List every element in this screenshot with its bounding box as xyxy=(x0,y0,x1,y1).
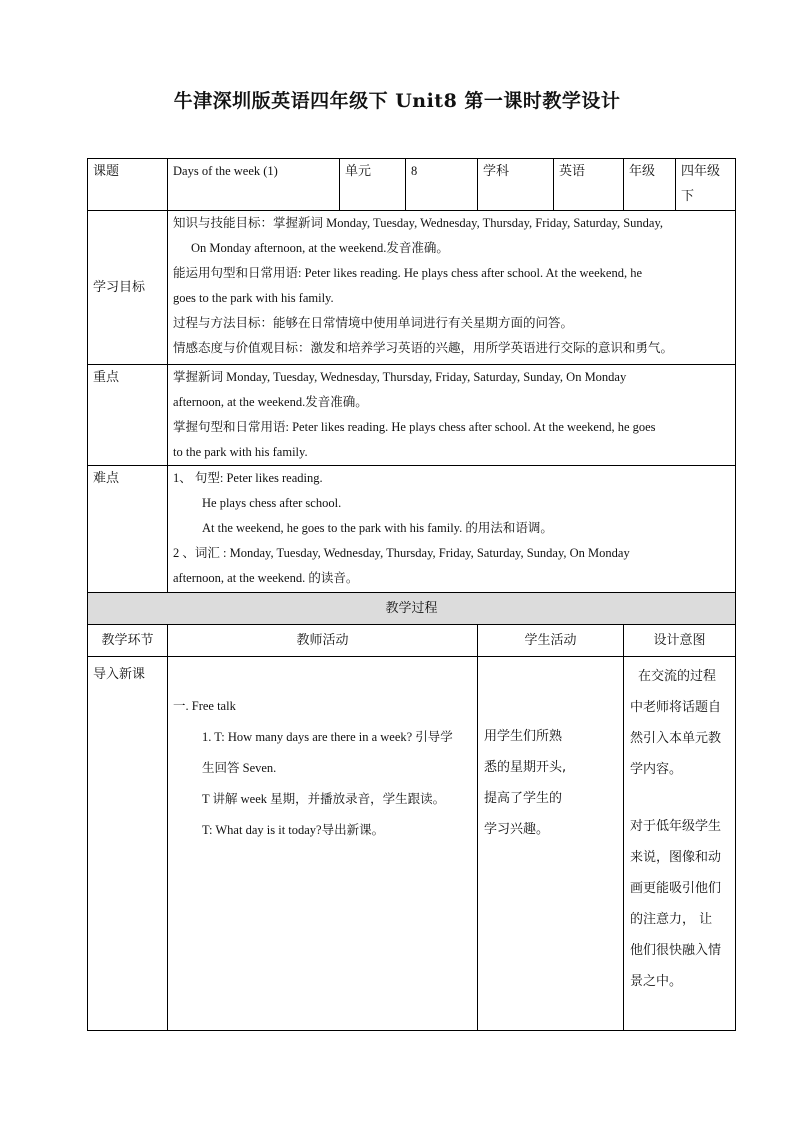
student-line: 用学生们所熟 xyxy=(484,729,563,744)
difficulties-line: He plays chess after school. xyxy=(202,496,342,510)
objectives-row xyxy=(88,211,736,365)
objectives-label: 学习目标 xyxy=(88,211,168,365)
key-points-content xyxy=(168,365,736,466)
process-columns-row xyxy=(88,625,736,657)
difficulties-line: At the weekend, he goes to the park with his family. 的用法和语调。 xyxy=(202,521,553,535)
difficulties-line: afternoon, at the weekend. 的读音。 xyxy=(173,571,359,585)
lesson-value: Days of the week (1) xyxy=(168,159,340,211)
intent-line: 画更能吸引他们 xyxy=(630,881,722,896)
key-points-label: 重点 xyxy=(88,365,168,466)
key-points-row xyxy=(88,365,736,466)
intent-line: 学内容。 xyxy=(630,762,683,777)
objectives-line: 能运用句型和日常用语: Peter likes reading. He plays chess after school. At the weekend, he xyxy=(173,266,642,280)
subject-value: 英语 xyxy=(554,159,624,211)
student-line: 学习兴趣。 xyxy=(484,822,550,837)
objectives-line: 情感态度与价值观目标：激发和培养学习英语的兴趣，用所学英语进行交际的意识和勇气。 xyxy=(173,341,674,355)
process-header: 教学过程 xyxy=(88,593,736,625)
lesson-label: 课题 xyxy=(88,159,168,211)
intent-spacer xyxy=(630,785,733,811)
objectives-content xyxy=(168,211,736,365)
info-row xyxy=(88,159,736,211)
difficulties-line: 1、 句型: Peter likes reading. xyxy=(173,471,323,485)
intent-line: 他们很快融入情 xyxy=(630,943,722,958)
col-intent-header: 设计意图 xyxy=(624,625,736,657)
teacher-activity xyxy=(168,657,478,1031)
document-title: 牛津深圳版英语四年级下 Unit8 第一课时教学设计 xyxy=(173,90,621,112)
intent-line: 来说，图像和动 xyxy=(630,850,722,865)
difficulties-content xyxy=(168,466,736,593)
key-points-line: afternoon, at the weekend.发音准确。 xyxy=(173,395,368,409)
teacher-line: 生回答 Seven. xyxy=(202,761,277,775)
intent-line: 在交流的过程 xyxy=(638,669,717,684)
col-student-header: 学生活动 xyxy=(478,625,624,657)
key-points-line: 掌握新词 Monday, Tuesday, Wednesday, Thursday, Friday, Saturday, Sunday, On Monday xyxy=(173,370,627,384)
intent-line: 中老师将话题自 xyxy=(630,700,722,715)
stage-cell: 导入新课 xyxy=(88,657,168,1031)
key-points-line: to the park with his family. xyxy=(173,445,308,459)
teacher-line: T 讲解 week 星期，并播放录音，学生跟读。 xyxy=(202,792,446,806)
objectives-line: 过程与方法目标：能够在日常情境中使用单词进行有关星期方面的问答。 xyxy=(173,316,574,330)
process-content-row xyxy=(88,657,736,1031)
objectives-line: 知识与技能目标：掌握新词 Monday, Tuesday, Wednesday, Thursday, Friday, Saturday, Sunday, xyxy=(173,216,664,230)
col-stage-header: 教学环节 xyxy=(88,625,168,657)
design-intent xyxy=(624,657,736,1031)
intent-line: 对于低年级学生 xyxy=(630,819,722,834)
objectives-line: goes to the park with his family. xyxy=(173,291,334,305)
student-line: 悉的星期开头, xyxy=(484,760,567,775)
objectives-line: On Monday afternoon, at the weekend.发音准确。 xyxy=(191,241,449,255)
difficulties-line: 2 、词汇 : Monday, Tuesday, Wednesday, Thursday, Friday, Saturday, Sunday, On Monday xyxy=(173,546,630,560)
intent-line: 景之中。 xyxy=(630,974,683,989)
intent-line: 的注意力， 让 xyxy=(630,912,713,927)
teacher-line: T: What day is it today?导出新课。 xyxy=(202,823,385,837)
unit-label: 单元 xyxy=(340,159,406,211)
teacher-line: 一. Free talk xyxy=(173,699,236,713)
grade-label: 年级 xyxy=(624,159,676,211)
teacher-line: 1. T: How many days are there in a week? 引导学 xyxy=(202,730,453,744)
grade-value: 四年级下 xyxy=(676,159,736,211)
student-line: 提高了学生的 xyxy=(484,791,563,806)
key-points-line: 掌握句型和日常用语: Peter likes reading. He plays chess after school. At the weekend, he goes xyxy=(173,420,656,434)
unit-value: 8 xyxy=(406,159,478,211)
lesson-plan-table xyxy=(87,158,736,1031)
student-activity xyxy=(478,657,624,1031)
subject-label: 学科 xyxy=(478,159,554,211)
intent-line: 然引入本单元教 xyxy=(630,731,722,746)
col-teacher-header: 教师活动 xyxy=(168,625,478,657)
process-header-row xyxy=(88,593,736,625)
difficulties-row xyxy=(88,466,736,593)
difficulties-label: 难点 xyxy=(88,466,168,593)
